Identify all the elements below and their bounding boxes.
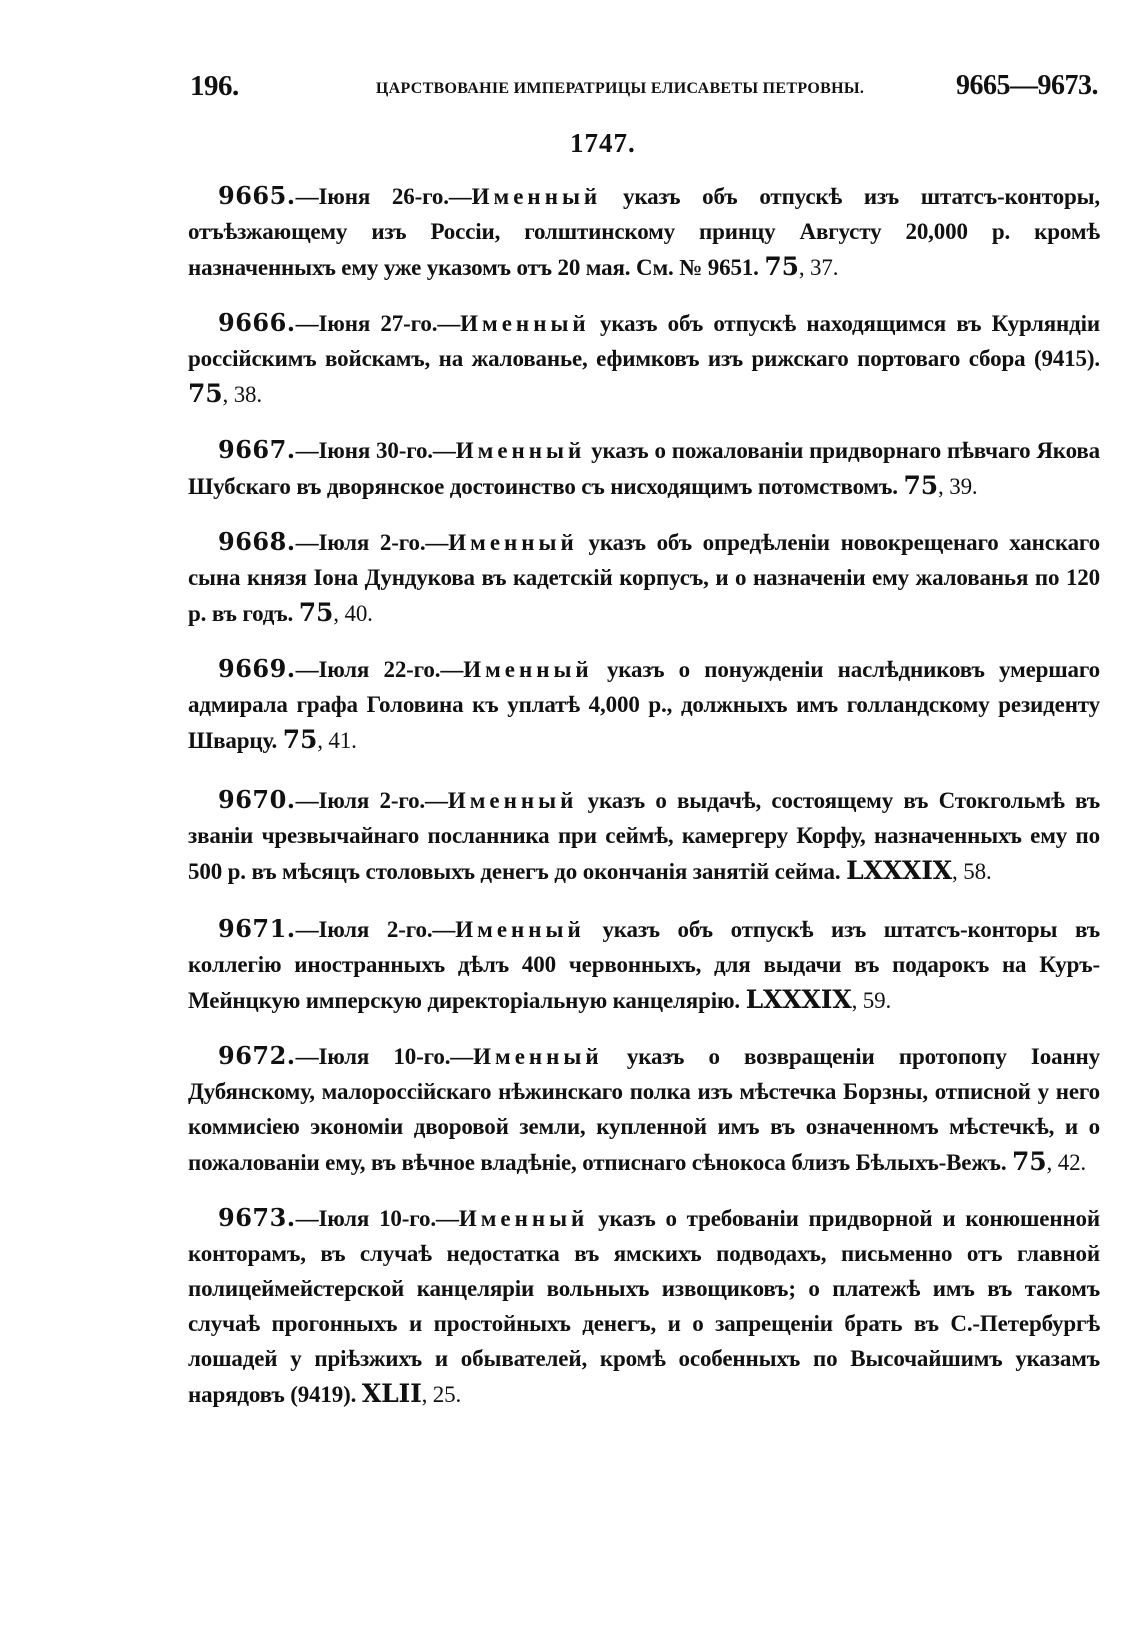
entry-date: —Іюля 2-го.— — [295, 788, 448, 813]
entry-text: указъ о возвращеніи протопопу Іоанну Дубянскому, малороссійскаго нѣжинскаго полка изъ мѣстечка Борзны, отписной у него коммисіею экономіи дворовой земли, купленной имъ въ означенномъ мѣстечкѣ, и о пожалованіи ему, въ вѣчное владѣніе, отписнаго сѣнокоса близъ Бѣлыхъ-Вежъ. — [188, 1044, 1100, 1175]
entry-date: —Іюля 10-го.— — [295, 1206, 459, 1231]
decree-type: Именный — [455, 438, 586, 463]
entry-number: 9667. — [218, 435, 296, 464]
page-ref: , 39. — [938, 474, 978, 499]
entry-range: 9665—9673. — [956, 70, 1098, 101]
page-ref: , 38. — [222, 382, 263, 407]
page-ref: , 59. — [851, 988, 892, 1013]
page-ref: , 40. — [333, 601, 373, 626]
entry-number: 9665. — [218, 181, 296, 210]
decree-entry — [188, 651, 1100, 758]
entry-date: —Іюля 10-го.— — [295, 1044, 474, 1069]
entry-date: —Іюля 2-го.— — [295, 917, 456, 942]
entry-number: 9673. — [218, 1203, 296, 1232]
decree-type: Именный — [448, 530, 578, 555]
volume-ref: 75 — [903, 471, 939, 500]
decree-entry — [188, 432, 1100, 504]
entry-number: 9669. — [218, 654, 296, 683]
page-ref: , 58. — [952, 859, 992, 884]
decree-entry — [188, 782, 1100, 889]
entry-date: —Іюня 30-го.— — [295, 438, 456, 463]
decree-entry — [188, 1200, 1100, 1412]
decree-entry — [188, 524, 1100, 631]
entry-number: 9668. — [218, 527, 296, 556]
entry-text: указъ о понужденіи наслѣдниковъ умершаго адмирала графа Головина къ уплатѣ 4,000 р., должныхъ имъ голландскому резиденту Шварцу. — [188, 657, 1100, 753]
volume-ref: 75 — [1012, 1147, 1047, 1176]
page-number: 196. — [190, 70, 239, 102]
page-header — [190, 70, 1098, 110]
entry-date: —Іюля 22-го.— — [295, 657, 464, 682]
page-ref: , 37. — [798, 255, 839, 280]
decree-entries — [188, 178, 1100, 1432]
decree-type: Именный — [455, 917, 585, 942]
volume-ref: 75 — [298, 598, 334, 627]
entry-number: 9671. — [218, 914, 296, 943]
entry-text: указъ объ отпускѣ изъ штатсъ-конторы въ коллегію иностранныхъ дѣлъ 400 червонныхъ, для выдачи въ подарокъ на Куръ-Мейнцкую имперскую директоріальную канцелярію. — [188, 917, 1100, 1013]
entry-text: указъ объ опредѣленіи новокрещенаго ханскаго сына князя Іона Дундукова въ кадетскій корпусъ, и о назначеніи ему жалованья по 120 р. въ годъ. — [188, 530, 1100, 626]
entry-number: 9672. — [218, 1041, 296, 1070]
volume-ref: 75 — [282, 725, 318, 754]
entry-text: указъ о выдачѣ, состоящему въ Стокгольмѣ въ званіи чрезвычайнаго посланника при сеймѣ, камергеру Корфу, назначенныхъ ему по 500 р. въ мѣсяцъ столовыхъ денегъ до окончанія занятій сейма. — [188, 788, 1100, 884]
volume-ref: 75 — [188, 379, 223, 408]
decree-type: Именный — [473, 1044, 603, 1069]
decree-type: Именный — [471, 184, 602, 209]
decree-type: Именный — [463, 657, 593, 682]
volume-ref: XLII — [361, 1379, 422, 1408]
page-ref: , 41. — [317, 728, 357, 753]
decree-entry — [188, 911, 1100, 1018]
volume-ref: LXXXIX — [846, 856, 953, 885]
decree-entry — [188, 178, 1100, 285]
entry-date: —Іюня 27-го.— — [295, 311, 461, 336]
entry-text: указъ объ отпускѣ изъ штатсъ-конторы, отъѣзжающему изъ Россіи, голштинскому принцу Августу 20,000 р. кромѣ назначенныхъ ему уже указомъ отъ 20 мая. См. № 9651. — [188, 184, 1100, 280]
decree-entry — [188, 305, 1100, 412]
volume-ref: LXXXIX — [745, 985, 852, 1014]
entry-text: указъ объ отпускѣ находящимся въ Курляндіи россійскимъ войскамъ, на жалованье, ефимковъ изъ рижскаго портоваго сбора (9415). — [188, 311, 1100, 371]
entry-number: 9670. — [218, 785, 296, 814]
decree-type: Именный — [460, 311, 590, 336]
volume-ref: 75 — [764, 252, 799, 281]
entry-date: —Іюля 2-го.— — [295, 530, 449, 555]
year-heading: 1747. — [570, 128, 636, 158]
decree-entry — [188, 1038, 1100, 1180]
entry-number: 9666. — [218, 308, 296, 337]
decree-type: Именный — [458, 1206, 589, 1231]
page-ref: , 42. — [1046, 1150, 1087, 1175]
page-ref: , 25. — [421, 1382, 462, 1407]
entry-text: указъ о требованіи придворной и конюшенной конторамъ, въ случаѣ недостатка въ ямскихъ подводахъ, письменно отъ главной полицеймейстерской канцеляріи вольныхъ извощиковъ; о платежѣ имъ въ такомъ случаѣ прогонныхъ и простойныхъ денегъ, и о запрещеніи брать въ С.-Петербургѣ лошадей у пріѣзжихъ и обывателей, кромѣ особенныхъ по Высочайшимъ указамъ нарядовъ (9419). — [188, 1206, 1101, 1407]
running-title: ЦАРСТВОВАНІЕ ИМПЕРАТРИЦЫ ЕЛИСАВЕТЫ ПЕТРОВНЫ. — [375, 80, 865, 97]
entry-date: —Іюня 26-го.— — [295, 184, 472, 209]
entry-text: указъ о пожалованіи придворнаго пѣвчаго Якова Шубскаго въ дворянское достоинство съ нисходящимъ потомствомъ. — [188, 438, 1100, 499]
decree-type: Именный — [447, 788, 578, 813]
